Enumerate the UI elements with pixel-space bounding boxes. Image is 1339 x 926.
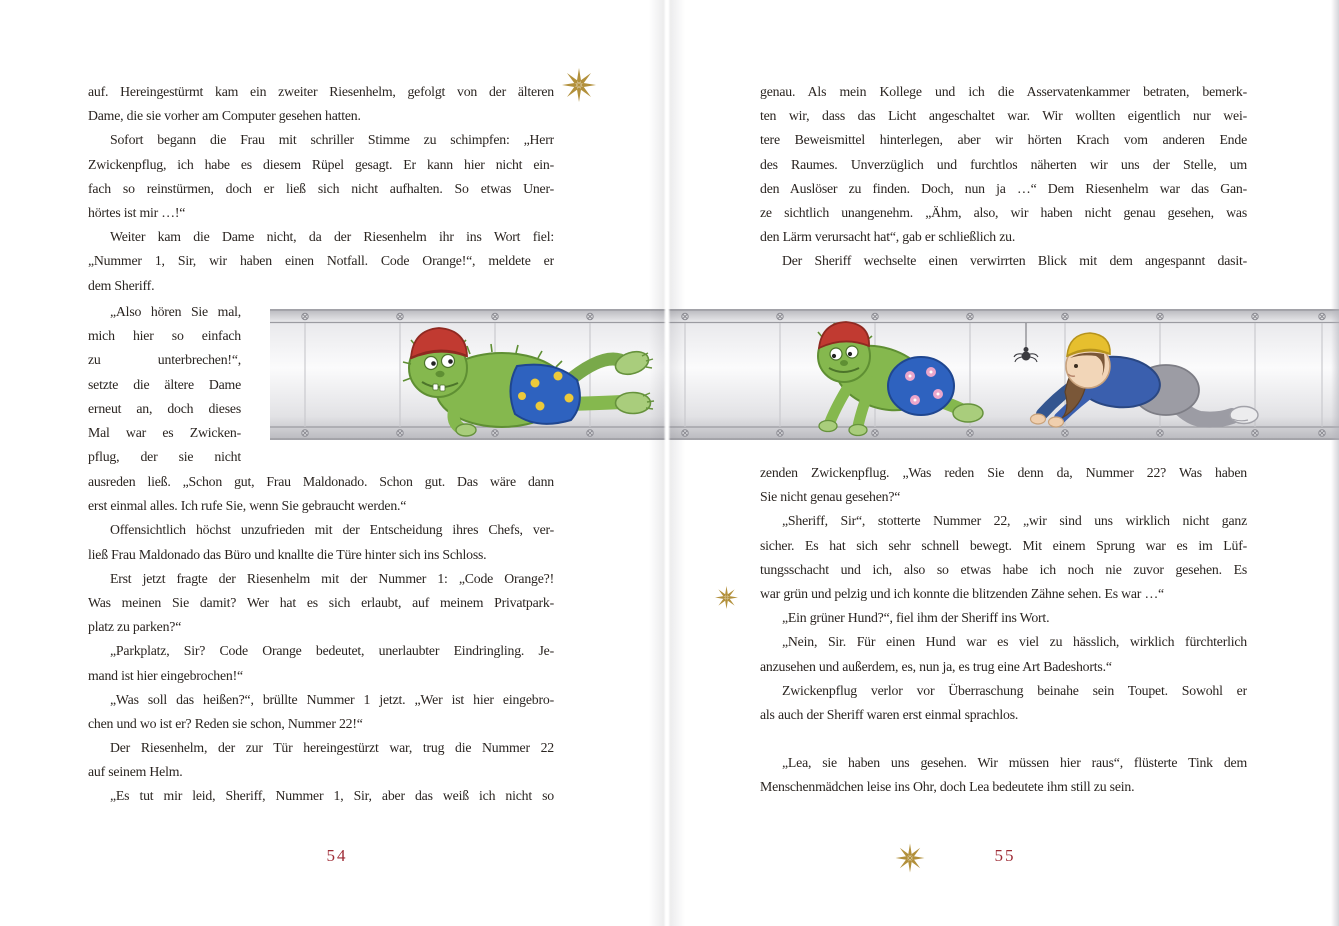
text-line: Sie nicht genau gesehen?“ <box>760 489 901 505</box>
right-page-text-top <box>760 80 1247 274</box>
text-line: „Also hören Sie mal, <box>110 304 241 319</box>
text-line: „Es tut mir leid, Sheriff, Nummer 1, Sir, aber das weiß ich nicht so <box>110 788 554 804</box>
text-line: dem Sheriff. <box>88 277 155 293</box>
text-line: den Auslöser zu finden. Doch, nun ja …“ Dem Riesenhelm war das Gan- <box>760 180 1247 196</box>
text-line: Zwickenpflug, ich habe es diesem Rüpel gesagt. Er kann hier nicht ein- <box>88 156 554 172</box>
text-line: hörtes ist mir …!“ <box>88 204 186 220</box>
text-line: pflug, der sie nicht <box>88 449 241 465</box>
text-line: tungsschacht und ich, also so etwas habe ich noch nie zuvor gesehen. Es <box>760 561 1247 577</box>
text-line: ze sichtlich unangenehm. „Ähm, also, wir haben nicht genau gesehen, was <box>760 204 1247 220</box>
text-line: Was meinen Sie damit? Wer hat es sich erlaubt, auf meinem Privatpark- <box>88 594 554 610</box>
duct-illustration <box>270 306 1339 444</box>
dotted-swim-shorts <box>510 365 579 424</box>
text-line: erneut an, doch dieses <box>88 400 241 416</box>
text-line: auf seinem Helm. <box>88 764 183 780</box>
page-gutter <box>649 0 685 926</box>
text-line: als auch der Sheriff waren erst einmal sprachlos. <box>760 706 1019 722</box>
text-line: fach so reinstürmen, doch er ließ sich nicht aufhalten. So etwas Uner- <box>88 180 554 196</box>
text-line: Weiter kam die Dame nicht, da der Riesenhelm ihr ins Wort fiel: <box>110 229 554 245</box>
text-line: Der Sheriff wechselte einen verwirrten Blick mit dem angespannt dasit- <box>782 253 1247 269</box>
text-line: sicher. Es hat sich sehr schnell bewegt. Mit einem Sprung war es im Lüf- <box>760 537 1247 553</box>
text-line <box>760 727 1247 751</box>
page-right-edge <box>1331 0 1339 926</box>
text-line: chen und wo ist er? Reden sie schon, Nummer 22!“ <box>88 715 363 731</box>
right-page-text-bottom <box>760 461 1247 800</box>
text-line: „Lea, sie haben uns gesehen. Wir müssen hier raus“, flüsterte Tink dem <box>782 755 1247 771</box>
text-line: anzusehen und außerdem, es, nun ja, es trug eine Art Badeshorts.“ <box>760 658 1112 674</box>
text-line: „Sheriff, Sir“, stotterte Nummer 22, „wir sind uns wirklich nicht ganz <box>782 513 1247 529</box>
text-line: Dame, die sie vorher am Computer gesehen hatten. <box>88 108 361 124</box>
left-page-number: 54 <box>326 846 348 865</box>
text-line: Menschenmädchen leise ins Ohr, doch Lea bedeutete ihm still zu sein. <box>760 779 1135 795</box>
text-line: zu unterbrechen!“, <box>88 352 241 368</box>
text-line: Offensichtlich höchst unzufrieden mit der Entscheidung ihres Chefs, ver- <box>110 522 554 538</box>
text-line: ließ Frau Maldonado das Büro und knallte die Türe hinter sich ins Schloss. <box>88 546 487 562</box>
text-line: „Ein grüner Hund?“, fiel ihm der Sheriff ins Wort. <box>782 610 1050 626</box>
star-ornament-icon <box>713 584 740 611</box>
left-page-text-narrow-column <box>88 300 241 469</box>
text-line: des Raumes. Unverzüglich und furchtlos näherten wir uns der Stelle, um <box>760 156 1247 172</box>
text-line: „Nummer 1, Sir, wir haben einen Notfall. Code Orange!“, meldete er <box>88 253 554 269</box>
text-line: setzte die ältere Dame <box>88 376 241 392</box>
text-line: platz zu parken?“ <box>88 619 182 635</box>
text-line: Sofort begann die Frau mit schriller Stimme zu schimpfen: „Herr <box>110 132 554 148</box>
star-ornament-icon <box>559 65 599 105</box>
text-line: Zwickenpflug verlor vor Überraschung beinahe sein Toupet. Sowohl er <box>782 682 1247 698</box>
right-page-number: 55 <box>994 846 1016 865</box>
text-line: Erst jetzt fragte der Riesenhelm mit der Nummer 1: „Code Orange?! <box>110 570 554 586</box>
text-line: Mal war es Zwicken- <box>88 424 241 440</box>
text-line: ausreden ließ. „Schon gut, Frau Maldonado. Schon gut. Das wäre dann <box>88 474 554 489</box>
text-line: „Parkplatz, Sir? Code Orange bedeutet, unerlaubter Eindringling. Je- <box>110 643 554 659</box>
text-line: zenden Zwickenpflug. „Was reden Sie denn da, Nummer 22? Was haben <box>760 465 1247 480</box>
text-line: „Nein, Sir. Für einen Hund war es viel zu hässlich, wirklich fürchterlich <box>782 634 1247 650</box>
left-page-text-top <box>88 80 554 298</box>
star-ornament-icon <box>893 841 927 875</box>
text-line: auf. Hereingestürmt kam ein zweiter Riesenhelm, gefolgt von der älteren <box>88 84 554 99</box>
text-line: war grün und pelzig und ich konnte die blitzenden Zähne sehen. Es war …“ <box>760 585 1164 601</box>
flower-swim-shorts <box>888 357 954 415</box>
text-line: „Was soll das heißen?“, brüllte Nummer 1 jetzt. „Wer ist hier eingebro- <box>110 691 554 707</box>
left-page-text-bottom <box>88 470 554 809</box>
text-line: den Lärm verursacht hat“, gab er schließlich zu. <box>760 229 1016 245</box>
text-line: erst einmal alles. Ich rufe Sie, wenn Sie gebraucht werden.“ <box>88 498 407 514</box>
text-line: mich hier so einfach <box>88 328 241 344</box>
text-line: genau. Als mein Kollege und ich die Asservatenkammer betraten, bemerk- <box>760 84 1247 99</box>
text-line: mand ist hier eingebrochen!“ <box>88 667 243 683</box>
text-line: tere Beweismittel hinterlegen, aber wir hörten Krach vom anderen Ende <box>760 132 1247 148</box>
text-line: Der Riesenhelm, der zur Tür hereingestürzt war, trug die Nummer 22 <box>110 740 554 756</box>
text-line: ten wir, dass das Licht angeschaltet war. Wir wollten eigentlich nur wei- <box>760 108 1247 124</box>
